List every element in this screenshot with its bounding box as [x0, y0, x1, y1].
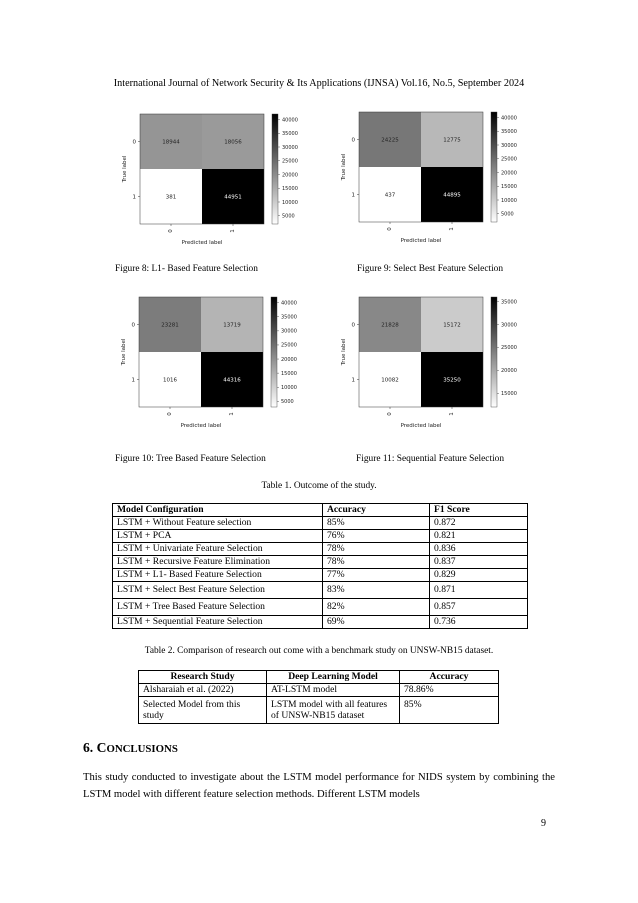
- colorbar-tick-label: 35000: [281, 314, 297, 321]
- matrix-cell-value: 437: [384, 192, 396, 199]
- table-2-row: [139, 697, 499, 724]
- figure-10-caption: Figure 10: Tree Based Feature Selection: [115, 454, 266, 464]
- table-1-cell: 0.871: [430, 582, 528, 599]
- colorbar-tick-label: 15000: [281, 370, 297, 377]
- section-number: 6.: [83, 740, 94, 755]
- figure-11-confusion-matrix: [337, 291, 517, 431]
- table-1-cell: LSTM + Tree Based Feature Selection: [113, 599, 323, 616]
- matrix-cell-value: 381: [165, 194, 177, 201]
- table-2-cell: AT-LSTM model: [267, 684, 400, 697]
- y-tick-label: 1: [132, 194, 136, 201]
- x-tick-label: 0: [387, 412, 393, 416]
- colorbar-tick-label: 30000: [281, 328, 297, 335]
- y-tick-label: 0: [132, 139, 136, 146]
- table-2-header-row: [139, 671, 499, 684]
- table-2-caption: Table 2. Comparison of research out come with a benchmark study on UNSW-NB15 dataset.: [144, 646, 494, 656]
- table-1-row: [113, 569, 528, 582]
- matrix-cell-value: 12775: [443, 137, 461, 144]
- colorbar: [272, 114, 278, 224]
- table-1-cell: 0.836: [430, 543, 528, 556]
- y-tick-label: 1: [351, 377, 355, 384]
- matrix-cell-value: 44895: [443, 192, 461, 199]
- page-number: 9: [541, 818, 546, 829]
- table-1-cell: 76%: [323, 530, 430, 543]
- section-heading: [83, 740, 178, 756]
- y-axis-label: True label: [122, 155, 128, 183]
- colorbar-tick-label: 20000: [282, 172, 298, 179]
- table-2-cell: Alsharaiah et al. (2022): [139, 684, 267, 697]
- table-2-row: [139, 684, 499, 697]
- colorbar-tick-label: 10000: [501, 197, 517, 204]
- table-1-row: [113, 599, 528, 616]
- figure-8-caption: Figure 8: L1- Based Feature Selection: [115, 264, 258, 274]
- colorbar-tick-label: 5000: [281, 399, 294, 406]
- table-1-cell: LSTM + L1- Based Feature Selection: [113, 569, 323, 582]
- table-1-cell: 78%: [323, 543, 430, 556]
- colorbar-tick-label: 25000: [282, 158, 298, 165]
- y-tick-label: 0: [131, 322, 135, 329]
- x-axis-label: Predicted label: [400, 423, 442, 429]
- matrix-cell-value: 18056: [224, 139, 242, 146]
- colorbar-tick-label: 20000: [281, 356, 297, 363]
- table-2-header: Accuracy: [400, 671, 499, 684]
- colorbar-tick-label: 10000: [282, 199, 298, 206]
- x-tick-label: 1: [449, 227, 455, 231]
- colorbar-tick-label: 30000: [282, 144, 298, 151]
- colorbar-tick-label: 5000: [501, 211, 514, 218]
- table-1-caption: Table 1. Outcome of the study.: [261, 481, 377, 491]
- colorbar-tick-label: 5000: [282, 213, 295, 220]
- table-2-header: Research Study: [139, 671, 267, 684]
- colorbar: [491, 297, 497, 407]
- table-1-cell: 77%: [323, 569, 430, 582]
- matrix-cell-value: 21828: [381, 322, 399, 329]
- colorbar-tick-label: 30000: [501, 322, 517, 329]
- table-1-cell: 82%: [323, 599, 430, 616]
- table-1-row: [113, 616, 528, 629]
- figure-9-confusion-matrix: [337, 106, 517, 246]
- colorbar-tick-label: 15000: [501, 184, 517, 191]
- x-tick-label: 0: [168, 229, 174, 233]
- y-tick-label: 0: [351, 322, 355, 329]
- table-2-header: Deep Learning Model: [267, 671, 400, 684]
- section-title-initial: C: [96, 740, 107, 755]
- colorbar-tick-label: 25000: [501, 345, 517, 352]
- table-1-row: [113, 556, 528, 569]
- table-1-cell: 83%: [323, 582, 430, 599]
- table-1-cell: 78%: [323, 556, 430, 569]
- figure-11-caption: Figure 11: Sequential Feature Selection: [356, 454, 505, 464]
- x-tick-label: 1: [449, 412, 455, 416]
- matrix-cell-value: 1016: [163, 377, 177, 384]
- table-1-cell: 0.829: [430, 569, 528, 582]
- matrix-cell-value: 15172: [443, 322, 461, 329]
- matrix-cell-value: 35250: [443, 377, 461, 384]
- colorbar: [491, 112, 497, 222]
- table-1-cell: 69%: [323, 616, 430, 629]
- y-tick-label: 1: [351, 192, 355, 199]
- section-title-rest: ONCLUSIONS: [106, 743, 178, 755]
- table-2-cell: Selected Model from this study: [139, 697, 267, 724]
- colorbar-tick-label: 25000: [281, 342, 297, 349]
- colorbar-tick-label: 40000: [281, 300, 297, 307]
- figure-10-confusion-matrix: [117, 291, 297, 431]
- y-tick-label: 1: [131, 377, 135, 384]
- table-1-cell: LSTM + Without Feature selection: [113, 517, 323, 530]
- colorbar-tick-label: 10000: [281, 385, 297, 392]
- x-axis-label: Predicted label: [181, 240, 223, 246]
- table-1-cell: LSTM + Select Best Feature Selection: [113, 582, 323, 599]
- table-1: [112, 503, 528, 629]
- table-2-cell: 78.86%: [400, 684, 499, 697]
- matrix-cell-value: 13719: [223, 322, 241, 329]
- y-axis-label: True label: [341, 338, 347, 366]
- colorbar-tick-label: 20000: [501, 368, 517, 375]
- x-tick-label: 0: [387, 227, 393, 231]
- colorbar-tick-label: 30000: [501, 142, 517, 149]
- x-tick-label: 1: [230, 229, 236, 233]
- table-1-cell: 0.821: [430, 530, 528, 543]
- table-1-cell: 0.837: [430, 556, 528, 569]
- colorbar-tick-label: 35000: [282, 131, 298, 138]
- y-axis-label: True label: [121, 338, 127, 366]
- table-2-cell: 85%: [400, 697, 499, 724]
- matrix-cell-value: 44316: [223, 377, 241, 384]
- colorbar-tick-label: 15000: [501, 391, 517, 398]
- colorbar: [271, 297, 277, 407]
- table-1-cell: 0.736: [430, 616, 528, 629]
- colorbar-tick-label: 35000: [501, 129, 517, 136]
- y-axis-label: True label: [341, 153, 347, 181]
- matrix-cell-value: 18944: [162, 139, 180, 146]
- conclusions-paragraph: This study conducted to investigate about the LSTM model performance for NIDS system by combining the LSTM model with different feature selection methods. Different LSTM models: [83, 772, 555, 800]
- table-1-cell: 85%: [323, 517, 430, 530]
- table-1-header: Model Configuration: [113, 504, 323, 517]
- table-1-cell: LSTM + Univariate Feature Selection: [113, 543, 323, 556]
- x-axis-label: Predicted label: [400, 238, 442, 244]
- table-2-cell: LSTM model with all features of UNSW-NB15 dataset: [267, 697, 400, 724]
- matrix-cell-value: 44951: [224, 194, 242, 201]
- table-1-row: [113, 517, 528, 530]
- table-1-cell: LSTM + Recursive Feature Elimination: [113, 556, 323, 569]
- table-1-cell: LSTM + Sequential Feature Selection: [113, 616, 323, 629]
- figure-9-caption: Figure 9: Select Best Feature Selection: [357, 264, 504, 274]
- x-tick-label: 0: [167, 412, 173, 416]
- colorbar-tick-label: 25000: [501, 156, 517, 163]
- matrix-cell-value: 23281: [161, 322, 179, 329]
- table-1-header: F1 Score: [430, 504, 528, 517]
- colorbar-tick-label: 35000: [501, 299, 517, 306]
- colorbar-tick-label: 20000: [501, 170, 517, 177]
- running-header: International Journal of Network Security & Its Applications (IJNSA) Vol.16, No.5, September 2024: [113, 78, 525, 89]
- table-1-row: [113, 543, 528, 556]
- table-1-header: Accuracy: [323, 504, 430, 517]
- table-1-cell: LSTM + PCA: [113, 530, 323, 543]
- table-1-row: [113, 530, 528, 543]
- colorbar-tick-label: 40000: [282, 117, 298, 124]
- y-tick-label: 0: [351, 137, 355, 144]
- table-1-cell: 0.857: [430, 599, 528, 616]
- table-1-cell: 0.872: [430, 517, 528, 530]
- table-2: [138, 670, 499, 724]
- table-1-row: [113, 582, 528, 599]
- figure-8-confusion-matrix: [118, 108, 298, 248]
- x-tick-label: 1: [229, 412, 235, 416]
- matrix-cell-value: 24225: [381, 137, 399, 144]
- matrix-cell-value: 10082: [381, 377, 399, 384]
- table-1-header-row: [113, 504, 528, 517]
- colorbar-tick-label: 15000: [282, 186, 298, 193]
- colorbar-tick-label: 40000: [501, 115, 517, 122]
- x-axis-label: Predicted label: [180, 423, 222, 429]
